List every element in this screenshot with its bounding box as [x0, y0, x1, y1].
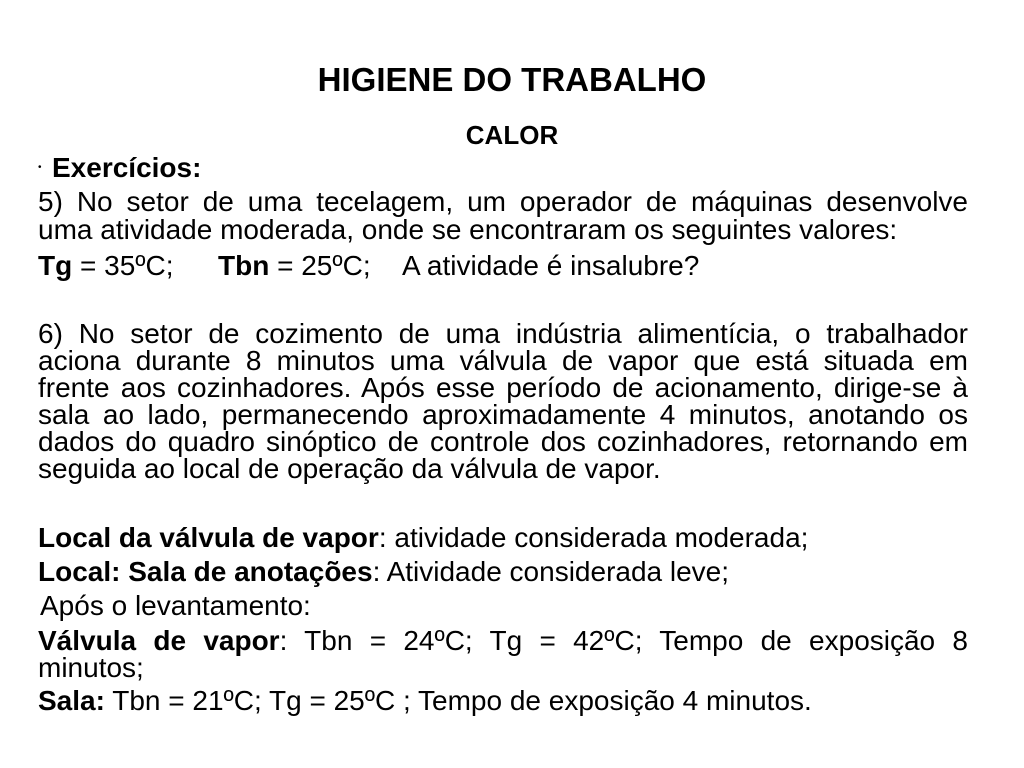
exercise6-line: dados do quadro sinóptico de controle dos cozinhadores, retornando em: [38, 426, 968, 457]
exercise6-line: sala ao lado, permanecendo aproximadamente 4 minutos, anotando os: [38, 399, 968, 430]
local-valve-text: : atividade considerada moderada;: [378, 522, 809, 553]
exercise6-line: seguida ao local de operação da válvula de vapor.: [38, 453, 661, 484]
tbn-reading: [218, 252, 371, 280]
local-room-row: [38, 558, 968, 586]
valve-text: : Tbn = 24ºC; Tg = 42ºC; Tempo de exposição 8: [279, 625, 968, 656]
exercise6-line: aciona durante 8 minutos uma válvula de vapor que está situada em: [38, 345, 968, 376]
section-heading-row: [38, 154, 438, 182]
valve-readings-line: [38, 627, 968, 654]
tg-reading: [38, 252, 174, 280]
room-readings-row: [38, 687, 968, 715]
local-valve-label: Local da válvula de vapor: [38, 522, 379, 553]
tbn-label: Tbn: [218, 250, 270, 281]
exercise6-statement: [38, 320, 968, 482]
exercise5-values-row: [38, 252, 968, 280]
room-label: Sala:: [38, 685, 105, 716]
local-room-label: Local: Sala de anotações: [38, 556, 373, 587]
after-survey-text: Após o levantamento:: [40, 590, 311, 621]
exercise6-line: 6) No setor de cozimento de uma indústria alimentícia, o trabalhador: [38, 318, 968, 349]
slide-title: HIGIENE DO TRABALHO: [317, 61, 707, 98]
local-valve-row: [38, 524, 968, 552]
room-text: Tbn = 21ºC; Tg = 25ºC ; Tempo de exposição 4 minutos.: [104, 685, 812, 716]
slide-subtitle: CALOR: [465, 120, 559, 150]
tbn-value: = 25ºC;: [269, 250, 371, 281]
valve-label: Válvula de vapor: [38, 625, 280, 656]
section-heading: Exercícios:: [52, 152, 202, 183]
exercise5-question: A atividade é insalubre?: [402, 250, 700, 281]
valve-readings: [38, 627, 968, 681]
bullet-icon: •: [38, 162, 42, 173]
exercise6-line: frente aos cozinhadores. Após esse período de acionamento, dirige-se à: [38, 372, 968, 403]
exercise5-line: 5) No setor de uma tecelagem, um operador de máquinas desenvolve: [38, 186, 968, 217]
tg-value: = 35ºC;: [72, 250, 174, 281]
exercise5-statement: [38, 188, 968, 244]
tg-label: Tg: [38, 250, 73, 281]
valve-readings-line: minutos;: [38, 652, 144, 683]
local-room-text: : Atividade considerada leve;: [372, 556, 730, 587]
exercise5-line: uma atividade moderada, onde se encontraram os seguintes valores:: [38, 214, 898, 245]
